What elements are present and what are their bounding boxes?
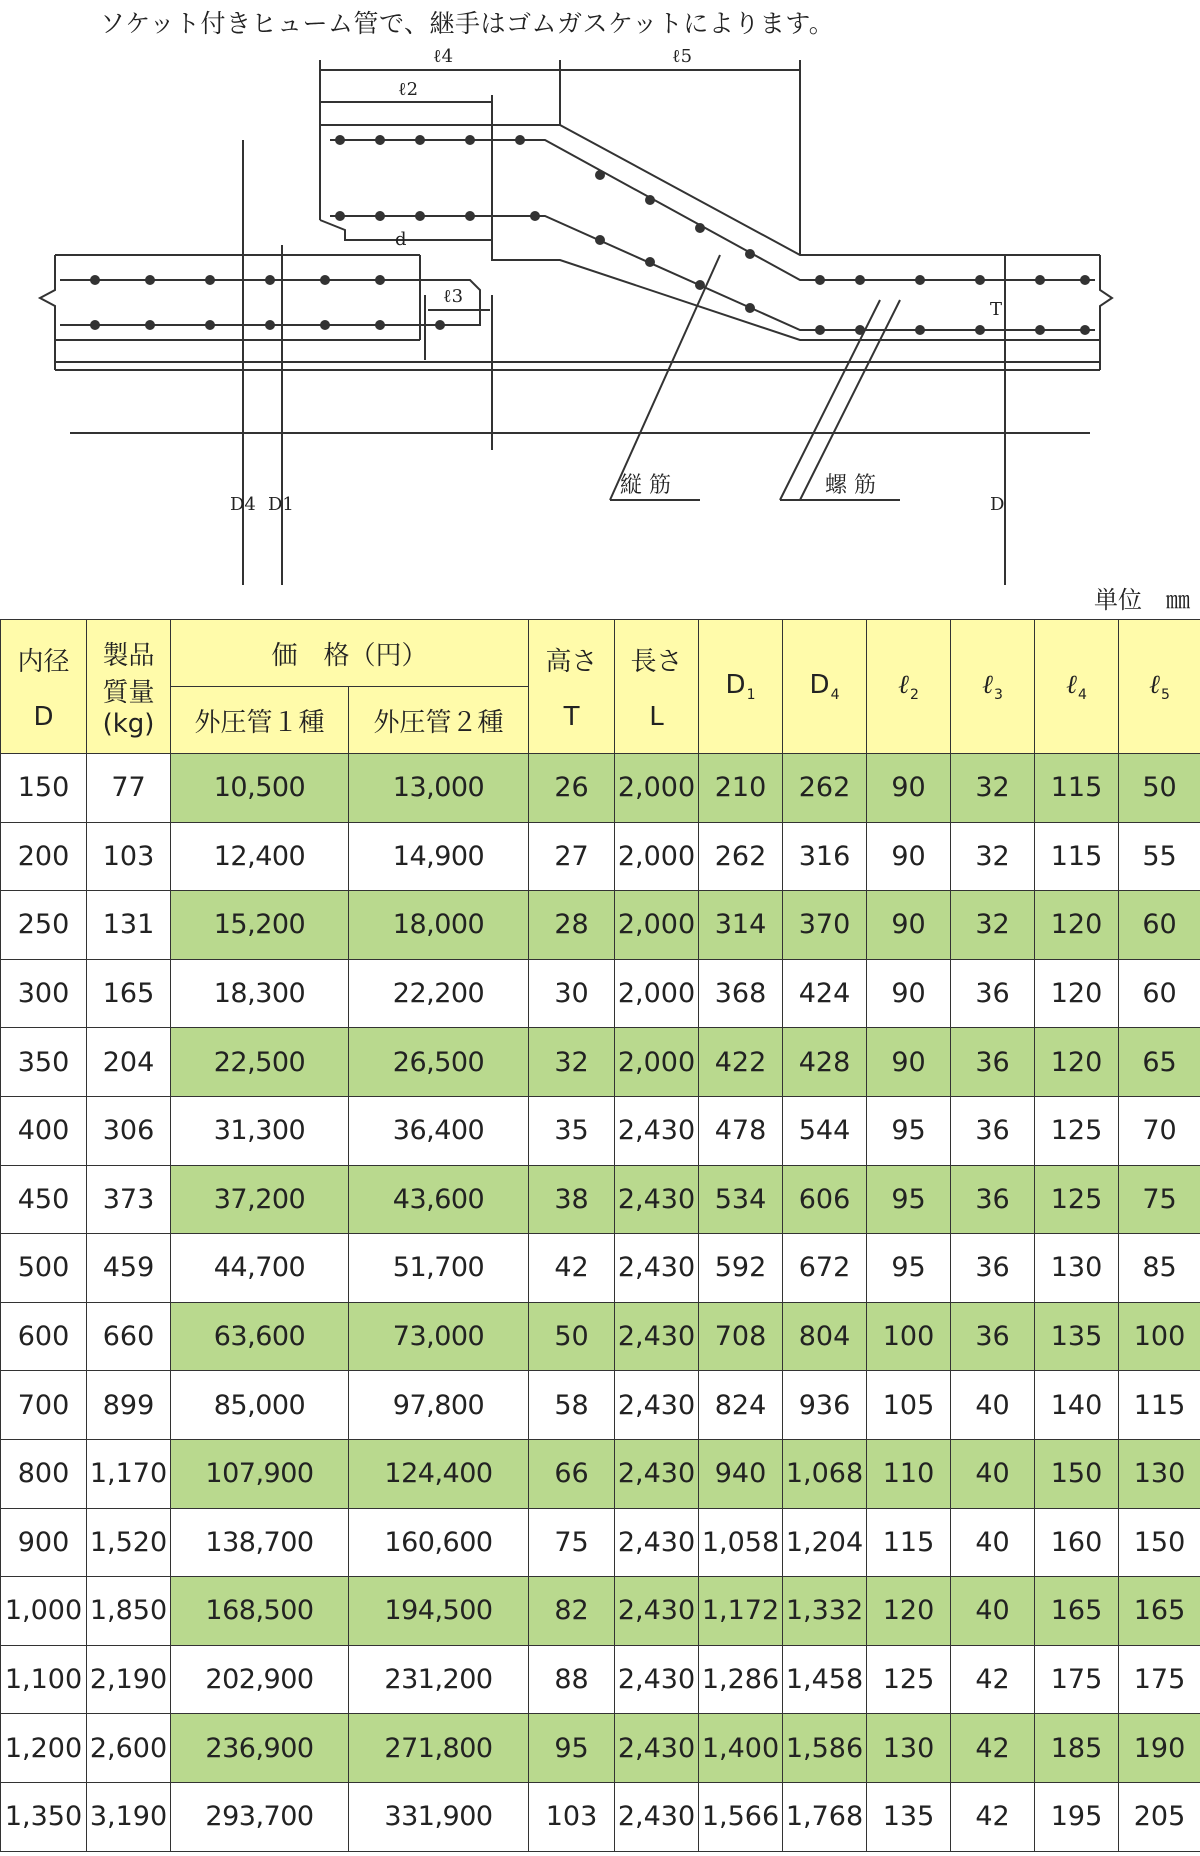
cell-price-type2: 73,000 xyxy=(349,1302,529,1371)
cell-l4: 150 xyxy=(1035,1439,1119,1508)
cell-length: 2,430 xyxy=(615,1165,699,1234)
label-D: D xyxy=(990,494,1005,515)
cell-l2: 95 xyxy=(867,1096,951,1165)
cell-price-type2: 194,500 xyxy=(349,1577,529,1646)
cell-height: 38 xyxy=(529,1165,615,1234)
header-d4: $D_4$ xyxy=(783,620,867,754)
cell-height: 27 xyxy=(529,822,615,891)
cell-d1: 368 xyxy=(699,959,783,1028)
cell-d1: 478 xyxy=(699,1096,783,1165)
cell-price-type1: 138,700 xyxy=(171,1508,349,1577)
cell-d1: 534 xyxy=(699,1165,783,1234)
cell-l3: 36 xyxy=(951,1165,1035,1234)
cell-l5: 75 xyxy=(1119,1165,1200,1234)
label-spiral-bar: 螺 筋 xyxy=(825,473,876,498)
cell-d4: 804 xyxy=(783,1302,867,1371)
label-d: d xyxy=(395,229,407,250)
cell-length: 2,000 xyxy=(615,754,699,823)
cell-mass: 204 xyxy=(87,1028,171,1097)
cell-inner-diameter: 500 xyxy=(1,1234,87,1303)
cell-height: 58 xyxy=(529,1371,615,1440)
cell-price-type1: 236,900 xyxy=(171,1714,349,1783)
cell-l2: 125 xyxy=(867,1645,951,1714)
cell-price-type1: 37,200 xyxy=(171,1165,349,1234)
cell-price-type2: 26,500 xyxy=(349,1028,529,1097)
cell-l4: 195 xyxy=(1035,1782,1119,1851)
cell-height: 32 xyxy=(529,1028,615,1097)
cell-length: 2,430 xyxy=(615,1371,699,1440)
cell-d1: 708 xyxy=(699,1302,783,1371)
label-D4: D4 xyxy=(230,494,256,515)
spec-table-body xyxy=(1,754,1200,1852)
cell-l4: 115 xyxy=(1035,822,1119,891)
cell-price-type1: 63,600 xyxy=(171,1302,349,1371)
cell-l5: 55 xyxy=(1119,822,1200,891)
cell-l2: 90 xyxy=(867,959,951,1028)
cell-l4: 140 xyxy=(1035,1371,1119,1440)
cell-mass: 660 xyxy=(87,1302,171,1371)
cell-length: 2,000 xyxy=(615,1028,699,1097)
cell-l4: 130 xyxy=(1035,1234,1119,1303)
cell-l5: 115 xyxy=(1119,1371,1200,1440)
header-inner-diameter: 内径 D xyxy=(1,620,87,754)
cross-section-diagram xyxy=(0,40,1200,600)
cell-l4: 120 xyxy=(1035,891,1119,960)
cell-height: 35 xyxy=(529,1096,615,1165)
cell-l3: 36 xyxy=(951,1096,1035,1165)
cell-l3: 40 xyxy=(951,1508,1035,1577)
cell-height: 42 xyxy=(529,1234,615,1303)
cell-l4: 135 xyxy=(1035,1302,1119,1371)
cell-mass: 459 xyxy=(87,1234,171,1303)
cell-price-type2: 231,200 xyxy=(349,1645,529,1714)
header-length: 長さ L xyxy=(615,620,699,754)
cell-l2: 130 xyxy=(867,1714,951,1783)
cell-l5: 50 xyxy=(1119,754,1200,823)
cell-price-type1: 168,500 xyxy=(171,1577,349,1646)
cell-height: 66 xyxy=(529,1439,615,1508)
cell-d1: 262 xyxy=(699,822,783,891)
cell-l5: 175 xyxy=(1119,1645,1200,1714)
cell-d1: 592 xyxy=(699,1234,783,1303)
cell-l2: 115 xyxy=(867,1508,951,1577)
cell-l4: 185 xyxy=(1035,1714,1119,1783)
cell-mass: 306 xyxy=(87,1096,171,1165)
cell-d1: 314 xyxy=(699,891,783,960)
cell-l5: 100 xyxy=(1119,1302,1200,1371)
cell-l4: 175 xyxy=(1035,1645,1119,1714)
cell-l4: 115 xyxy=(1035,754,1119,823)
cell-d1: 824 xyxy=(699,1371,783,1440)
cell-l2: 90 xyxy=(867,822,951,891)
cell-l3: 36 xyxy=(951,959,1035,1028)
cell-l2: 120 xyxy=(867,1577,951,1646)
cell-l5: 150 xyxy=(1119,1508,1200,1577)
cell-l5: 85 xyxy=(1119,1234,1200,1303)
cell-price-type2: 331,900 xyxy=(349,1782,529,1851)
cell-inner-diameter: 1,100 xyxy=(1,1645,87,1714)
cell-d1: 1,566 xyxy=(699,1782,783,1851)
cell-price-type2: 97,800 xyxy=(349,1371,529,1440)
cell-l5: 205 xyxy=(1119,1782,1200,1851)
cell-inner-diameter: 800 xyxy=(1,1439,87,1508)
cell-price-type2: 43,600 xyxy=(349,1165,529,1234)
cell-height: 103 xyxy=(529,1782,615,1851)
cell-d4: 316 xyxy=(783,822,867,891)
cell-mass: 103 xyxy=(87,822,171,891)
header-l5: ℓ$_5$ xyxy=(1119,620,1200,754)
cell-price-type1: 293,700 xyxy=(171,1782,349,1851)
cell-d4: 1,586 xyxy=(783,1714,867,1783)
cell-price-type1: 85,000 xyxy=(171,1371,349,1440)
cell-inner-diameter: 400 xyxy=(1,1096,87,1165)
header-height: 高さ T xyxy=(529,620,615,754)
cell-price-type1: 22,500 xyxy=(171,1028,349,1097)
cell-price-type1: 107,900 xyxy=(171,1439,349,1508)
cell-l5: 60 xyxy=(1119,891,1200,960)
label-l3: ℓ3 xyxy=(443,286,464,307)
table-row xyxy=(1,959,1200,1028)
cell-l5: 65 xyxy=(1119,1028,1200,1097)
cell-l3: 40 xyxy=(951,1577,1035,1646)
cell-l5: 70 xyxy=(1119,1096,1200,1165)
cell-height: 50 xyxy=(529,1302,615,1371)
cell-inner-diameter: 150 xyxy=(1,754,87,823)
cell-length: 2,430 xyxy=(615,1645,699,1714)
cell-mass: 77 xyxy=(87,754,171,823)
cell-d4: 936 xyxy=(783,1371,867,1440)
cell-l3: 36 xyxy=(951,1302,1035,1371)
table-row xyxy=(1,1371,1200,1440)
cell-length: 2,000 xyxy=(615,822,699,891)
cell-length: 2,430 xyxy=(615,1577,699,1646)
cell-mass: 373 xyxy=(87,1165,171,1234)
cell-length: 2,430 xyxy=(615,1234,699,1303)
cell-price-type1: 18,300 xyxy=(171,959,349,1028)
table-row xyxy=(1,1439,1200,1508)
cell-price-type2: 36,400 xyxy=(349,1096,529,1165)
cell-mass: 899 xyxy=(87,1371,171,1440)
page-caption: ソケット付きヒューム管で、継手はゴムガスケットによります。 xyxy=(100,9,835,38)
cell-l3: 36 xyxy=(951,1234,1035,1303)
header-l4: ℓ$_4$ xyxy=(1035,620,1119,754)
cell-price-type1: 202,900 xyxy=(171,1645,349,1714)
cell-l3: 32 xyxy=(951,822,1035,891)
table-row xyxy=(1,1577,1200,1646)
cell-d4: 1,204 xyxy=(783,1508,867,1577)
cell-mass: 165 xyxy=(87,959,171,1028)
cell-d4: 1,068 xyxy=(783,1439,867,1508)
cell-d1: 422 xyxy=(699,1028,783,1097)
cell-price-type1: 10,500 xyxy=(171,754,349,823)
cell-l2: 90 xyxy=(867,754,951,823)
cell-length: 2,430 xyxy=(615,1302,699,1371)
cell-price-type1: 31,300 xyxy=(171,1096,349,1165)
cell-inner-diameter: 200 xyxy=(1,822,87,891)
cell-mass: 1,850 xyxy=(87,1577,171,1646)
cell-l2: 110 xyxy=(867,1439,951,1508)
label-l5: ℓ5 xyxy=(672,46,693,67)
cell-l2: 95 xyxy=(867,1165,951,1234)
cell-inner-diameter: 1,200 xyxy=(1,1714,87,1783)
cell-l3: 42 xyxy=(951,1714,1035,1783)
header-d1: $D_1$ xyxy=(699,620,783,754)
cell-price-type2: 160,600 xyxy=(349,1508,529,1577)
cell-l3: 32 xyxy=(951,754,1035,823)
cell-d4: 262 xyxy=(783,754,867,823)
cell-d1: 1,400 xyxy=(699,1714,783,1783)
cell-inner-diameter: 300 xyxy=(1,959,87,1028)
cell-l3: 36 xyxy=(951,1028,1035,1097)
cell-d4: 606 xyxy=(783,1165,867,1234)
cell-length: 2,000 xyxy=(615,959,699,1028)
cell-price-type2: 124,400 xyxy=(349,1439,529,1508)
label-l4: ℓ4 xyxy=(433,46,454,67)
cell-inner-diameter: 1,350 xyxy=(1,1782,87,1851)
table-row xyxy=(1,1508,1200,1577)
table-row xyxy=(1,822,1200,891)
cell-l4: 125 xyxy=(1035,1096,1119,1165)
cell-l4: 165 xyxy=(1035,1577,1119,1646)
cell-mass: 3,190 xyxy=(87,1782,171,1851)
table-row xyxy=(1,1165,1200,1234)
cell-d4: 370 xyxy=(783,891,867,960)
cell-d1: 1,172 xyxy=(699,1577,783,1646)
cell-d1: 940 xyxy=(699,1439,783,1508)
cell-mass: 1,170 xyxy=(87,1439,171,1508)
cell-inner-diameter: 350 xyxy=(1,1028,87,1097)
cell-length: 2,430 xyxy=(615,1508,699,1577)
header-price-type2: 外圧管２種 xyxy=(349,687,529,754)
cell-l2: 105 xyxy=(867,1371,951,1440)
table-row xyxy=(1,1714,1200,1783)
table-row xyxy=(1,1234,1200,1303)
cell-mass: 2,600 xyxy=(87,1714,171,1783)
cell-mass: 131 xyxy=(87,891,171,960)
cell-mass: 1,520 xyxy=(87,1508,171,1577)
cell-height: 26 xyxy=(529,754,615,823)
cell-length: 2,430 xyxy=(615,1782,699,1851)
cell-d1: 210 xyxy=(699,754,783,823)
header-mass: 製品 質量 (kg) xyxy=(87,620,171,754)
cell-l2: 90 xyxy=(867,891,951,960)
cell-length: 2,430 xyxy=(615,1439,699,1508)
cell-price-type2: 271,800 xyxy=(349,1714,529,1783)
cell-l5: 165 xyxy=(1119,1577,1200,1646)
label-longitudinal-bar: 縦 筋 xyxy=(620,473,671,498)
cell-height: 75 xyxy=(529,1508,615,1577)
cell-l4: 120 xyxy=(1035,959,1119,1028)
cell-d4: 424 xyxy=(783,959,867,1028)
cell-l3: 40 xyxy=(951,1371,1035,1440)
cell-d4: 1,332 xyxy=(783,1577,867,1646)
cell-height: 95 xyxy=(529,1714,615,1783)
cell-price-type1: 44,700 xyxy=(171,1234,349,1303)
cell-d4: 428 xyxy=(783,1028,867,1097)
cell-length: 2,000 xyxy=(615,891,699,960)
cell-inner-diameter: 900 xyxy=(1,1508,87,1577)
cell-height: 28 xyxy=(529,891,615,960)
cell-inner-diameter: 250 xyxy=(1,891,87,960)
cell-price-type1: 15,200 xyxy=(171,891,349,960)
cell-price-type2: 51,700 xyxy=(349,1234,529,1303)
cell-inner-diameter: 700 xyxy=(1,1371,87,1440)
table-row xyxy=(1,1782,1200,1851)
cell-l4: 125 xyxy=(1035,1165,1119,1234)
table-row xyxy=(1,1028,1200,1097)
cell-inner-diameter: 600 xyxy=(1,1302,87,1371)
cell-d4: 672 xyxy=(783,1234,867,1303)
cell-l3: 32 xyxy=(951,891,1035,960)
cell-l3: 42 xyxy=(951,1645,1035,1714)
cell-l3: 40 xyxy=(951,1439,1035,1508)
cell-l5: 190 xyxy=(1119,1714,1200,1783)
cell-inner-diameter: 450 xyxy=(1,1165,87,1234)
cell-d4: 544 xyxy=(783,1096,867,1165)
label-D1: D1 xyxy=(268,494,294,515)
cell-l3: 42 xyxy=(951,1782,1035,1851)
socket-pipe-drawing xyxy=(0,40,1200,600)
header-price-type1: 外圧管１種 xyxy=(171,687,349,754)
cell-height: 88 xyxy=(529,1645,615,1714)
cell-l4: 120 xyxy=(1035,1028,1119,1097)
header-price-group: 価 格（円） xyxy=(171,620,529,687)
cell-d1: 1,058 xyxy=(699,1508,783,1577)
cell-d1: 1,286 xyxy=(699,1645,783,1714)
cell-d4: 1,458 xyxy=(783,1645,867,1714)
table-row xyxy=(1,1096,1200,1165)
cell-height: 30 xyxy=(529,959,615,1028)
label-l2: ℓ2 xyxy=(398,79,419,100)
cell-l5: 130 xyxy=(1119,1439,1200,1508)
cell-l2: 135 xyxy=(867,1782,951,1851)
table-row xyxy=(1,891,1200,960)
table-row xyxy=(1,1645,1200,1714)
header-l3: ℓ$_3$ xyxy=(951,620,1035,754)
cell-length: 2,430 xyxy=(615,1096,699,1165)
cell-price-type2: 18,000 xyxy=(349,891,529,960)
header-l2: ℓ$_2$ xyxy=(867,620,951,754)
table-row xyxy=(1,754,1200,823)
spec-table xyxy=(0,619,1200,1852)
cell-price-type2: 13,000 xyxy=(349,754,529,823)
table-row xyxy=(1,1302,1200,1371)
cell-d4: 1,768 xyxy=(783,1782,867,1851)
label-T: T xyxy=(990,299,1003,320)
cell-inner-diameter: 1,000 xyxy=(1,1577,87,1646)
unit-note: 単位 ㎜ xyxy=(1094,586,1190,614)
cell-l5: 60 xyxy=(1119,959,1200,1028)
cell-length: 2,430 xyxy=(615,1714,699,1783)
cell-price-type1: 12,400 xyxy=(171,822,349,891)
cell-height: 82 xyxy=(529,1577,615,1646)
cell-l2: 90 xyxy=(867,1028,951,1097)
cell-l2: 95 xyxy=(867,1234,951,1303)
cell-l4: 160 xyxy=(1035,1508,1119,1577)
cell-l2: 100 xyxy=(867,1302,951,1371)
cell-price-type2: 22,200 xyxy=(349,959,529,1028)
cell-mass: 2,190 xyxy=(87,1645,171,1714)
cell-price-type2: 14,900 xyxy=(349,822,529,891)
